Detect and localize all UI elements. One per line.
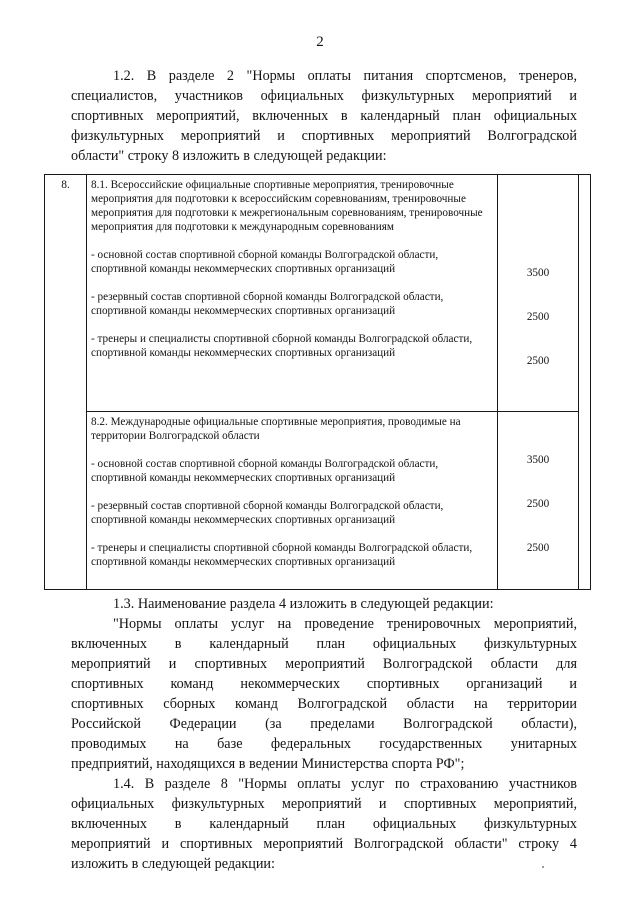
section-1-value-coaches: 2500 <box>526 355 550 367</box>
paragraph-line: проводимых на базе федеральных государственных унитарных <box>71 736 577 752</box>
paragraph-line: 1.4. В разделе 8 "Нормы оплаты услуг по страхованию участников <box>113 776 577 792</box>
paragraph-line: предприятий, находящихся в ведении Министерства спорта РФ"; <box>71 756 465 772</box>
paragraph-line: "Нормы оплаты услуг на проведение тренировочных мероприятий, <box>113 616 577 632</box>
paragraph-line: 1.2. В разделе 2 "Нормы оплаты питания спортсменов, тренеров, <box>113 68 577 84</box>
row-number-cell <box>45 175 87 590</box>
paragraph-line: области" строку 8 изложить в следующей редакции: <box>71 148 387 164</box>
amendment-table <box>44 174 591 590</box>
section-2-row-reserve-team: - резервный состав спортивной сборной команды Волгоградской области, спортивной команды некоммерческих спортивных организаций <box>91 500 444 526</box>
section-1-values-cell <box>498 175 579 412</box>
paragraph-line: спортивных сборных команд Волгоградской области на территории <box>71 696 577 712</box>
paragraph-line: специалистов, участников официальных физкультурных мероприятий и <box>71 88 577 104</box>
section-1-row-coaches: - тренеры и специалисты спортивной сборной команды Волгоградской области, спортивной команды некоммерческих спортивных организаций <box>91 333 473 359</box>
section-2-values-cell <box>498 412 579 590</box>
section-2-cell <box>87 412 498 590</box>
paragraph-1-2 <box>71 66 577 166</box>
section-1-value-reserve-team: 2500 <box>526 311 550 323</box>
row-number: 8. <box>61 179 70 191</box>
paragraph-line: включенных в календарный план официальных физкультурных <box>71 636 577 652</box>
paragraph-line: 1.3. Наименование раздела 4 изложить в следующей редакции: <box>113 596 494 612</box>
paragraph-line: спортивных команд некоммерческих спортивных организаций и <box>71 676 577 692</box>
paragraph-line: включенных в календарный план официальных физкультурных <box>71 816 577 832</box>
section-2-value-reserve-team: 2500 <box>526 498 550 510</box>
paragraph-line: изложить в следующей редакции: <box>71 856 275 872</box>
table-row-section-1 <box>45 175 591 412</box>
paragraph-line: физкультурных мероприятий и спортивных мероприятий Волгоградской <box>71 128 577 144</box>
section-2-heading: 8.2. Международные официальные спортивные мероприятия, проводимые на территории Волгоградской области <box>91 416 461 442</box>
paragraph-line: мероприятий и спортивных мероприятий Волгоградской области для <box>71 656 577 672</box>
section-2-row-coaches: - тренеры и специалисты спортивной сборной команды Волгоградской области, спортивной команды некоммерческих спортивных организаций <box>91 542 473 568</box>
paragraph-line: спортивных мероприятий, включенных в календарный план официальных <box>71 108 577 124</box>
scan-speck <box>542 866 544 868</box>
paragraph-1-3-quote <box>71 614 577 774</box>
paragraph-line: официальных физкультурных мероприятий и спортивных мероприятий, <box>71 796 577 812</box>
paragraph-1-4 <box>71 774 577 874</box>
table-row-section-2 <box>45 412 591 590</box>
section-1-row-main-team: - основной состав спортивной сборной команды Волгоградской области, спортивной команды некоммерческих спортивных организаций <box>91 249 439 275</box>
section-1-cell <box>87 175 498 412</box>
section-2-value-main-team: 3500 <box>526 454 550 466</box>
page-number: 2 <box>316 34 324 50</box>
paragraph-line: Российской Федерации (за пределами Волгоградской области), <box>71 716 577 732</box>
section-1-value-main-team: 3500 <box>526 267 550 279</box>
section-2-row-main-team: - основной состав спортивной сборной команды Волгоградской области, спортивной команды некоммерческих спортивных организаций <box>91 458 439 484</box>
section-1-row-reserve-team: - резервный состав спортивной сборной команды Волгоградской области, спортивной команды некоммерческих спортивных организаций <box>91 291 444 317</box>
paragraph-1-3-title <box>71 594 577 614</box>
section-2-value-coaches: 2500 <box>526 542 550 554</box>
paragraph-line: мероприятий и спортивных мероприятий Волгоградской области" строку 4 <box>71 836 577 852</box>
table-right-margin <box>579 175 591 590</box>
section-1-heading: 8.1. Всероссийские официальные спортивные мероприятия, тренировочные мероприятия для подготовки к всероссийским соревнованиям, тренировочные мероприятия для подготовки к межрегиональным соревнованиям, тренировочные мероприятия для подготовки к международным соревнованиям <box>91 179 483 233</box>
